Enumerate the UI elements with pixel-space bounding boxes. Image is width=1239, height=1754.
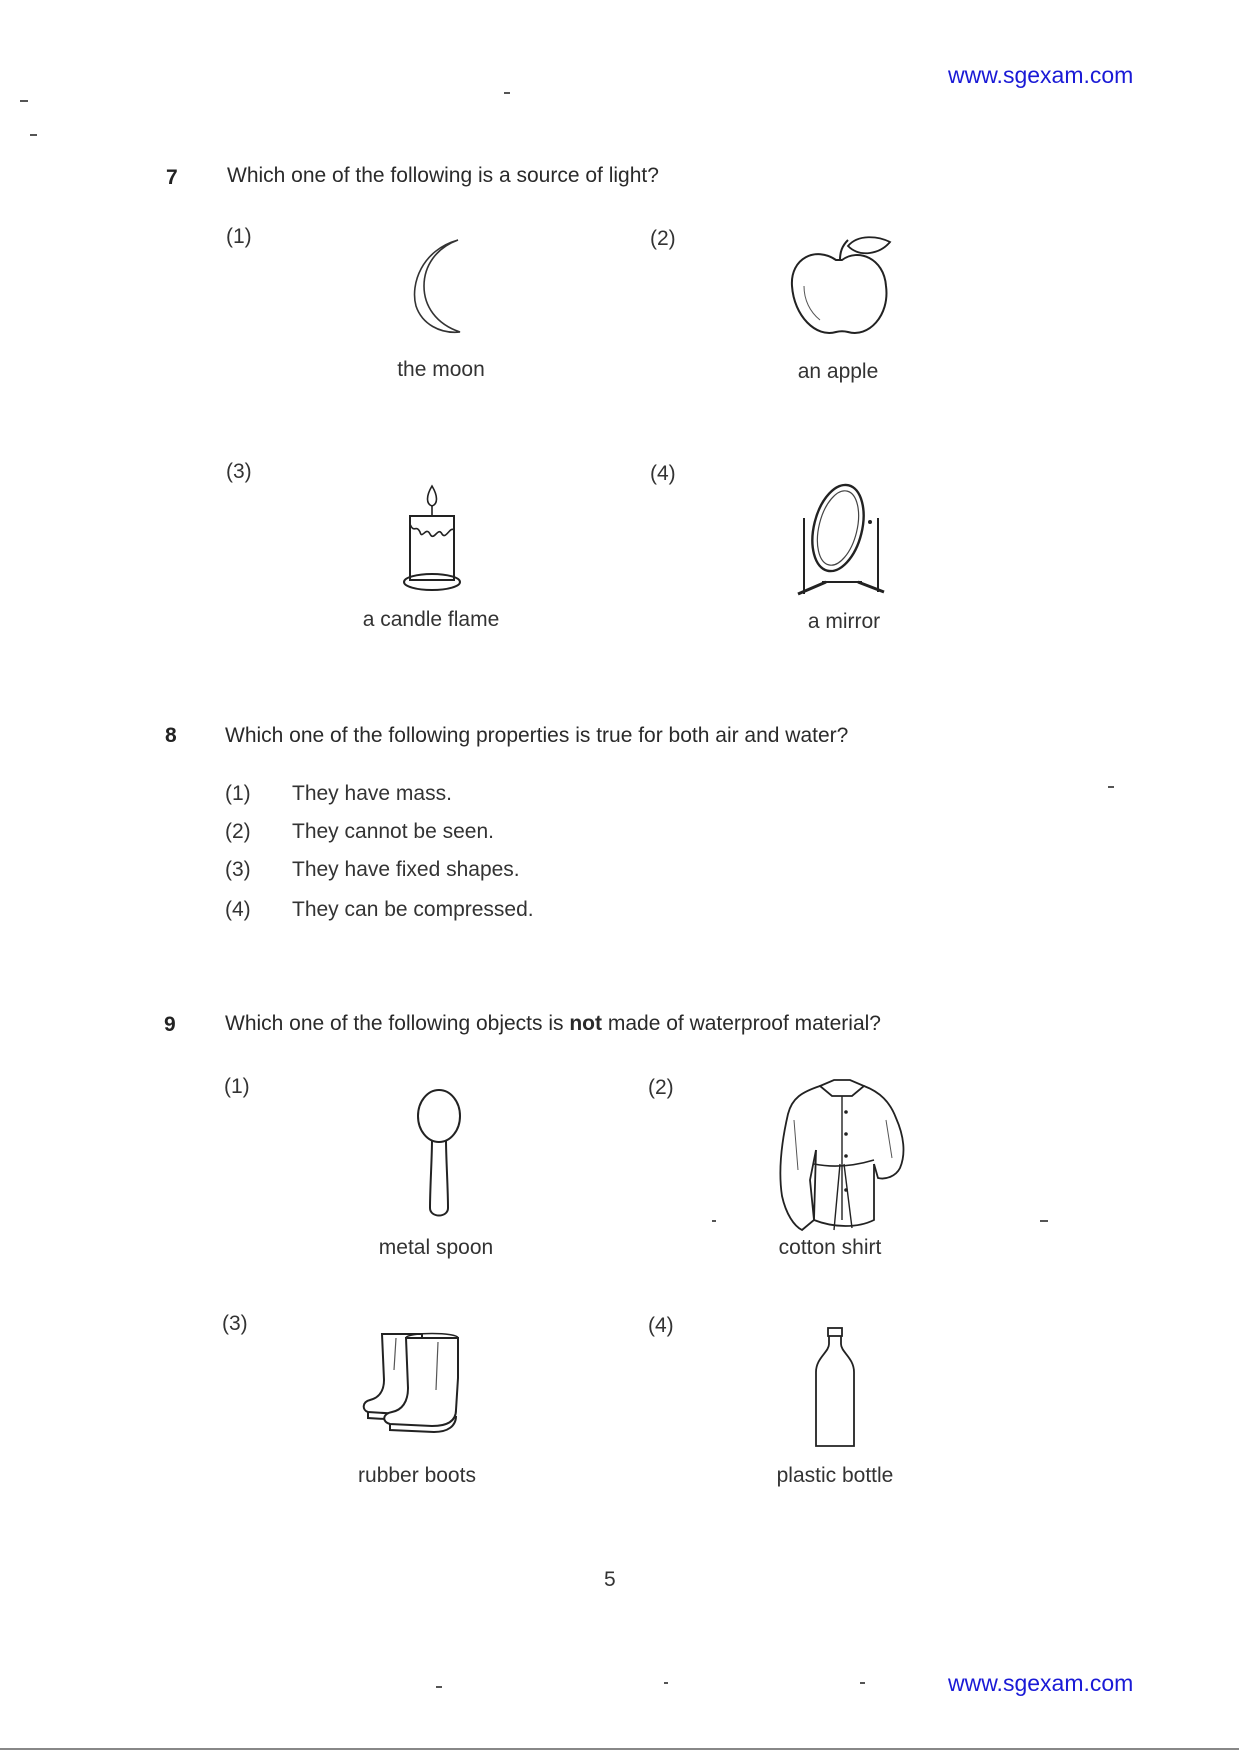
- q7-option-4-number: (4): [650, 462, 676, 485]
- q9-option-2-number: (2): [648, 1076, 674, 1099]
- q9-option-3-number: (3): [222, 1312, 248, 1335]
- q8-option-4-text: They can be compressed.: [292, 898, 534, 921]
- q9-option-2-caption: cotton shirt: [778, 1236, 882, 1259]
- question-7-number: 7: [166, 166, 178, 189]
- q8-option-3-text: They have fixed shapes.: [292, 858, 520, 881]
- boots-icon: [362, 1330, 468, 1436]
- scan-speck: [860, 1682, 865, 1684]
- q9-option-4-number: (4): [648, 1314, 674, 1337]
- q9-option-1-number: (1): [224, 1075, 250, 1098]
- scan-speck: [664, 1682, 668, 1684]
- question-7-text: Which one of the following is a source of light?: [227, 164, 659, 187]
- q7-option-3-number: (3): [226, 460, 252, 483]
- scan-edge: [0, 1748, 1239, 1750]
- footer-site-link[interactable]: www.sgexam.com: [948, 1670, 1134, 1696]
- header-site-link[interactable]: www.sgexam.com: [948, 62, 1134, 88]
- scan-speck: [20, 100, 28, 102]
- q8-option-4-number: (4): [225, 898, 251, 921]
- question-8-number: 8: [165, 724, 177, 747]
- question-9-text: Which one of the following objects is not made of waterproof material?: [225, 1012, 881, 1035]
- q9-option-1-caption: metal spoon: [378, 1236, 494, 1259]
- moon-icon: [402, 236, 464, 336]
- question-8-text: Which one of the following properties is true for both air and water?: [225, 724, 849, 747]
- q8-option-1-number: (1): [225, 782, 251, 805]
- apple-icon: [786, 236, 896, 340]
- question-9-number: 9: [164, 1013, 176, 1036]
- q7-option-2-number: (2): [650, 227, 676, 250]
- q7-option-4-caption: a mirror: [807, 610, 881, 633]
- bottle-icon: [810, 1326, 860, 1450]
- scan-speck: [712, 1220, 716, 1222]
- q7-option-1-number: (1): [226, 225, 252, 248]
- q8-option-3-number: (3): [225, 858, 251, 881]
- scan-speck: [1040, 1220, 1048, 1222]
- q9-option-3-caption: rubber boots: [358, 1464, 476, 1487]
- scan-speck: [1108, 786, 1114, 788]
- page-number: 5: [604, 1568, 616, 1591]
- spoon-icon: [414, 1088, 464, 1220]
- scan-speck: [504, 92, 510, 94]
- q9-option-4-caption: plastic bottle: [776, 1464, 894, 1487]
- scan-speck: [436, 1686, 442, 1688]
- q8-option-2-text: They cannot be seen.: [292, 820, 494, 843]
- question-9-emphasis: not: [569, 1012, 603, 1035]
- q8-option-1-text: They have mass.: [292, 782, 452, 805]
- shirt-icon: [774, 1080, 908, 1232]
- q7-option-2-caption: an apple: [797, 360, 879, 383]
- q8-option-2-number: (2): [225, 820, 251, 843]
- q7-option-3-caption: a candle flame: [362, 608, 500, 631]
- candle-icon: [400, 484, 464, 594]
- mirror-icon: [796, 478, 886, 598]
- q7-option-1-caption: the moon: [397, 358, 485, 381]
- scan-speck: [30, 134, 37, 136]
